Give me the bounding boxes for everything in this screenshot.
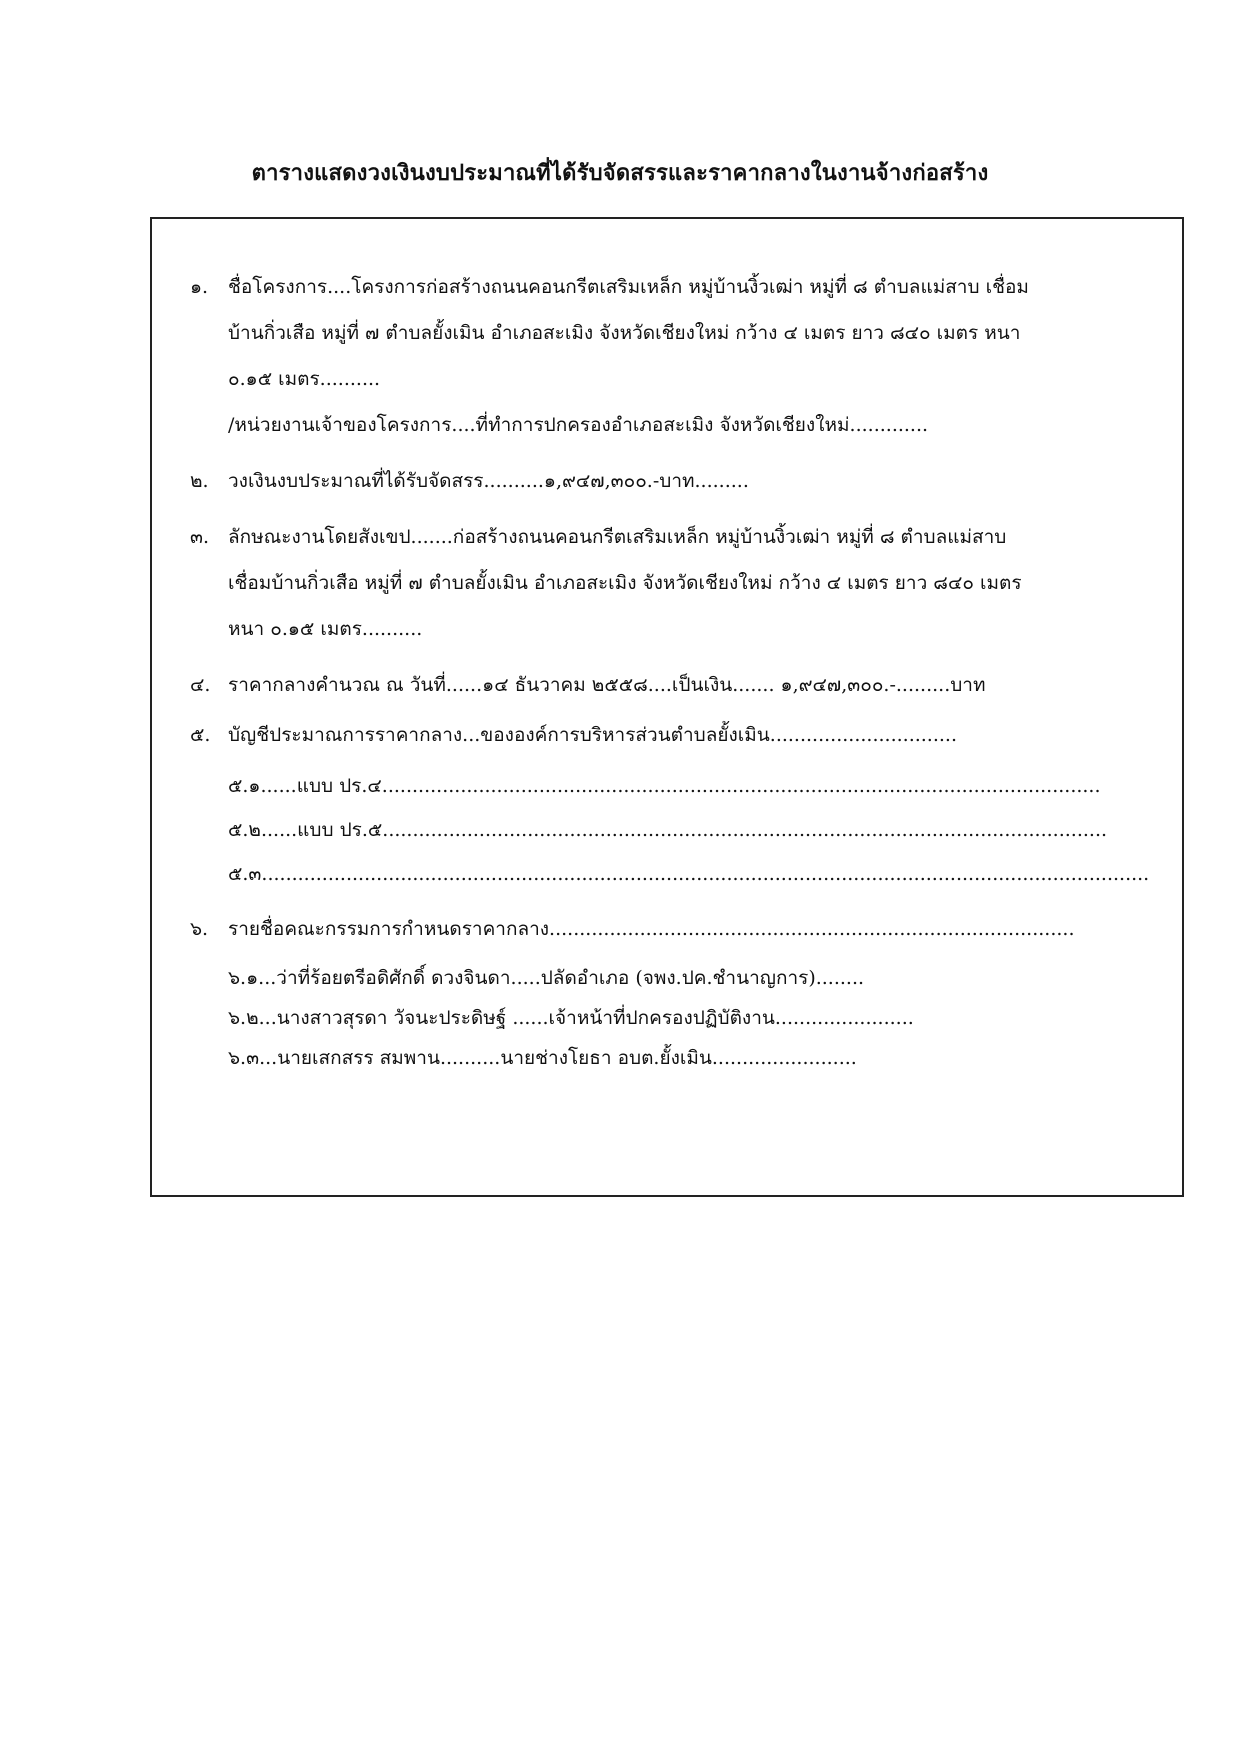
item-2-number: ๒. [190, 470, 209, 492]
item-4-body [228, 662, 1160, 708]
item-4 [190, 662, 1160, 708]
committee-member-2: ๖.๒...นางสาวสุรดา วัจนะประดิษฐ์ ......เจ้าหน้าที่ปกครองปฏิบัติงาน....................... [228, 1007, 914, 1029]
estimate-list-line: บัญชีประมาณการราคากลาง...ขององค์การบริหารส่วนตำบลยั้งเมิน............................... [228, 724, 958, 746]
sub-item-5-2: ๕.๒......แบบ ปร.๕........................................................................................................................ [228, 819, 1108, 841]
committee-heading-line: รายชื่อคณะกรรมการกำหนดราคากลาง....................................................................................... [228, 918, 1075, 940]
item-3 [190, 514, 1160, 652]
item-5 [190, 712, 1160, 758]
project-name-line-2: บ้านกิ่วเสือ หมู่ที่ ๗ ตำบลยั้งเมิน อำเภอสะเมิง จังหวัดเชียงใหม่ กว้าง ๔ เมตร ยาว ๘๔๐ เมตร หนา [228, 322, 1021, 344]
committee-member-3: ๖.๓...นายเสกสรร สมพาน..........นายช่างโยธา อบต.ยั้งเมิน........................ [228, 1047, 857, 1069]
sub-item-5-1: ๕.๑......แบบ ปร.๔....................................................................................................................... [228, 775, 1101, 797]
committee-member-1: ๖.๑...ว่าที่ร้อยตรีอดิศักดิ์ ดวงจินดา.....ปลัดอำเภอ (จพง.ปค.ชำนาญการ)........ [228, 967, 865, 989]
budget-line: วงเงินงบประมาณที่ได้รับจัดสรร..........๑,๙๔๗,๓๐๐.-บาท......... [228, 470, 749, 492]
form-box [150, 217, 1184, 1197]
item-5-body [228, 712, 1160, 758]
page-title: ตารางแสดงวงเงินงบประมาณที่ได้รับจัดสรรและราคากลางในงานจ้างก่อสร้าง [251, 161, 989, 186]
work-summary-line-2: เชื่อมบ้านกิ่วเสือ หมู่ที่ ๗ ตำบลยั้งเมิน อำเภอสะเมิง จังหวัดเชียงใหม่ กว้าง ๔ เมตร ยาว ๘๔๐ เมตร [228, 572, 1022, 594]
median-price-line: ราคากลางคำนวณ ณ วันที่......๑๔ ธันวาคม ๒๕๕๘....เป็นเงิน....... ๑,๙๔๗,๓๐๐.-.........บาท [228, 674, 986, 696]
sub-item-5-3: ๕.๓................................................................................................................................................... [228, 863, 1150, 885]
item-5-number: ๕. [190, 724, 211, 746]
project-name-line-1: ชื่อโครงการ....โครงการก่อสร้างถนนคอนกรีตเสริมเหล็ก หมู่บ้านงิ้วเฒ่า หมู่ที่ ๘ ตำบลแม่สาบ เชื่อม [228, 276, 1029, 298]
item-2-body [228, 458, 1160, 504]
project-owner-line: /หน่วยงานเจ้าของโครงการ....ที่ทำการปกครองอำเภอสะเมิง จังหวัดเชียงใหม่............. [228, 414, 929, 436]
item-4-number: ๔. [190, 674, 211, 696]
item-2 [190, 458, 1160, 504]
item-5-sublist [190, 764, 1160, 896]
form-content [190, 264, 1160, 1078]
project-name-line-3: ๐.๑๕ เมตร.......... [228, 368, 381, 390]
item-3-body [228, 514, 1160, 652]
work-summary-line-1: ลักษณะงานโดยสังเขป.......ก่อสร้างถนนคอนกรีตเสริมเหล็ก หมู่บ้านงิ้วเฒ่า หมู่ที่ ๘ ตำบลแม่สาบ [228, 526, 1007, 548]
item-1 [190, 264, 1160, 448]
work-summary-line-3: หนา ๐.๑๕ เมตร.......... [228, 618, 423, 640]
item-1-body [228, 264, 1160, 448]
item-1-number: ๑. [190, 276, 209, 298]
item-3-number: ๓. [190, 526, 210, 548]
item-6-sublist [190, 958, 1160, 1078]
item-6 [190, 906, 1160, 952]
item-6-number: ๖. [190, 918, 209, 940]
item-6-body [228, 906, 1160, 952]
